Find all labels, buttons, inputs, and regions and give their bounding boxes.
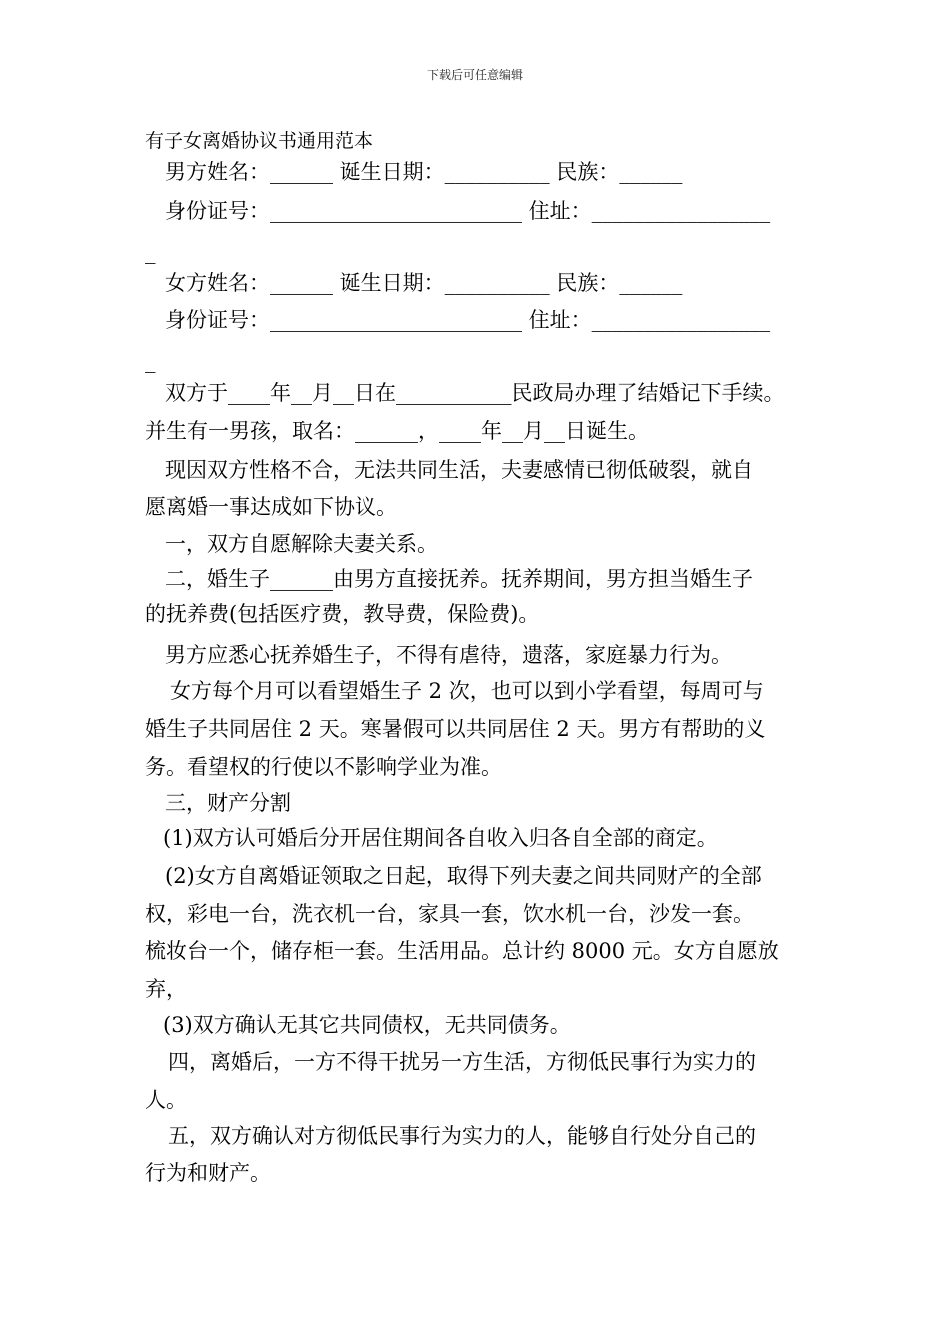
clause-three-item-3: (3)双方确认无其它共同债权，无共同债务。 <box>163 1013 571 1037</box>
clause-one: 一，双方自愿解除夫妻关系。 <box>165 532 438 556</box>
clause-two-visitation-end: 务。看望权的行使以不影响学业为准。 <box>145 755 502 779</box>
clause-two-male-duty: 男方应悉心抚养婚生子，不得有虐待，遗落，家庭暴力行为。 <box>165 643 732 667</box>
clause-three-item-2-end: 弃， <box>145 977 187 1001</box>
female-info-line: 女方姓名：______ 诞生日期：__________ 民族：______ <box>165 271 683 295</box>
clause-four-cont: 人。 <box>145 1088 187 1112</box>
paragraph-marriage-cont: 并生有一男孩，取名：______，____年__月__日诞生。 <box>145 419 649 443</box>
clause-four: 四，离婚后，一方不得干扰另一方生活，方彻低民事行为实力的 <box>168 1050 756 1074</box>
paragraph-reason-cont: 愿离婚一事达成如下协议。 <box>145 495 397 519</box>
clause-three-item-2-cont2: 梳妆台一个，储存柜一套。生活用品。总计约 8000 元。女方自愿放 <box>145 939 779 963</box>
paragraph-marriage: 双方于____年__月__日在___________民政局办理了结婚记下手续。 <box>165 381 785 405</box>
clause-five: 五，双方确认对方彻低民事行为实力的人，能够自行处分自己的 <box>168 1124 756 1148</box>
clause-three-item-1: (1)双方认可婚后分开居住期间各自收入归各自全部的商定。 <box>163 826 718 850</box>
male-id-line: 身份证号：________________________ 住址：_________________ <box>165 199 771 223</box>
clause-two-cont: 的抚养费(包括医疗费，教导费，保险费)。 <box>145 602 540 626</box>
page-header: 下载后可任意编辑 <box>426 68 523 82</box>
clause-three-item-2-cont: 权，彩电一台，洗衣机一台，家具一套，饮水机一台，沙发一套。 <box>145 902 754 926</box>
clause-two-visitation-cont: 婚生子共同居住 2 天。寒暑假可以共同居住 2 天。男方有帮助的义 <box>145 717 766 741</box>
clause-three: 三，财产分割 <box>165 791 291 815</box>
document-title: 有子女离婚协议书通用范本 <box>145 130 374 152</box>
clause-five-cont: 行为和财产。 <box>145 1161 271 1185</box>
male-info-line: 男方姓名：______ 诞生日期：__________ 民族：______ <box>165 160 683 184</box>
clause-three-item-2: (2)女方自离婚证领取之日起，取得下列夫妻之间共同财产的全部 <box>165 864 762 888</box>
female-id-line-wrap: _ <box>145 349 156 373</box>
paragraph-reason: 现因双方性格不合，无法共同生活，夫妻感情已彻低破裂，就自 <box>165 458 753 482</box>
clause-two: 二，婚生子______由男方直接抚养。抚养期间，男方担当婚生子 <box>165 567 753 591</box>
male-id-line-wrap: _ <box>145 240 156 264</box>
clause-two-visitation: 女方每个月可以看望婚生子 2 次，也可以到小学看望，每周可与 <box>170 679 764 703</box>
female-id-line: 身份证号：________________________ 住址：_________________ <box>165 308 771 332</box>
